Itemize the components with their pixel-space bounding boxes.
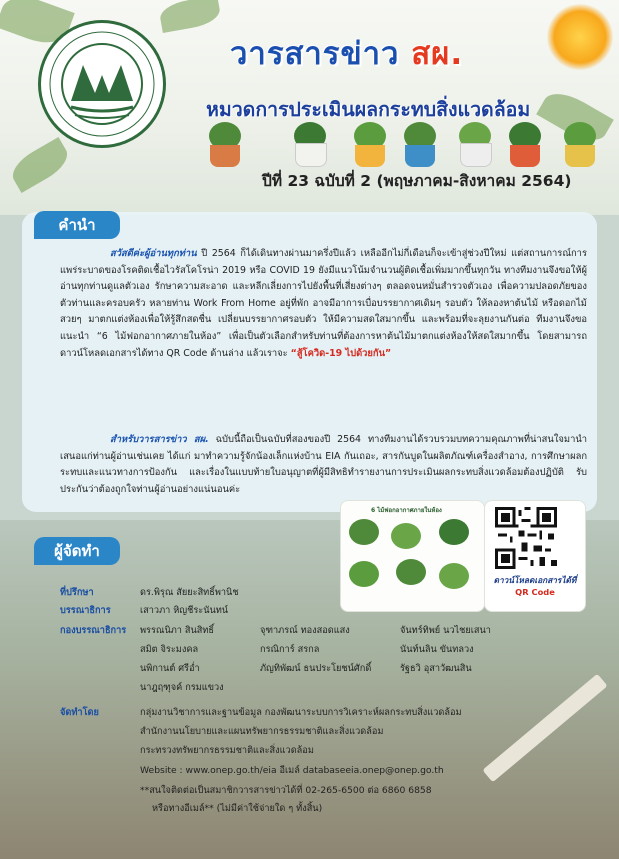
qr-code-box[interactable]	[484, 500, 586, 612]
advisor-name: ดร.พิรุณ สัยยะสิทธิ์พานิช	[140, 587, 239, 598]
membership-contact: **สนใจติดต่อเป็นสมาชิกวารสารข่าวได้ที่ 02-265-6500 ต่อ 6860 6858	[140, 785, 432, 796]
board-member: รัฐธวิ อุสาวัฒนสิน	[400, 663, 472, 674]
credits-tab: ผู้จัดทำ	[34, 537, 120, 565]
credits-section	[60, 575, 491, 835]
producer-line: กระทรวงทรัพยากรธรรมชาติและสิ่งแวดล้อม	[140, 745, 314, 756]
greeting: สวัสดีค่ะผู้อ่านทุกท่าน	[110, 248, 197, 259]
advisor-label: ที่ปรึกษา	[60, 587, 94, 598]
magazine-title-accent: สผ.	[411, 36, 464, 72]
editor-label: บรรณาธิการ	[60, 605, 111, 616]
section-subtitle: หมวดการประเมินผลกระทบสิ่งแวดล้อม	[206, 98, 531, 121]
producer-label: จัดทำโดย	[60, 707, 99, 718]
editor-name: เสาวภา หิญชีระนันทน์	[140, 605, 229, 616]
intro-body-1: ปี 2564 ก็ได้เดินทางผ่านมาครึ่งปีแล้ว เหลืออีกไม่กี่เดือนก็จะเข้าสู่ช่วงปีใหม่ แต่สถานการณ์การแพร่ระบาดของโรคติดเชื้อไวรัสโคโรน่า 2019 หรือ COVID 19 ยังมีแนวโน้มจำนวนผู้ติดเชื้อเพิ่มมากขึ้นทุกวัน ทางทีมงานจึงขอให้ผู้อ่านทุกท่านดูแลตัวเอง รักษาความสะอาด และหลีกเลี่ยงการไปยังพื้นที่เสี่ยงต่างๆ ตลอดจนหมั่นสำรวจตัวเอง เพื่อความปลอดภัยของตัวท่านและครอบครัว หลายท่าน Work From Home อยู่ที่พัก อาจมีอาการเบื่อบรรยากาศเดิมๆ รอบตัว ให้ลองหาต้นไม้ หรือดอกไม้สวยๆ มาตกแต่งห้องเพื่อให้รู้สึกสดชื่น เปลี่ยนบรรยากาศรอบตัว ให้มีความสดใสมากขึ้น และพร้อมที่จะลุยงานกันต่อ ทีมงานจึงขอแนะนำ “6 ไม้ฟอกอากาศภายในห้อง” เพื่อเป็นตัวเลือกสำหรับท่านที่ต้องการหาต้นไม้มาตกแต่งห้องให้สดใสมากขึ้น โดยสามารถดาวน์โหลดเอกสารได้ทาง QR Code ด้านล่าง แล้วเราจะ	[60, 248, 587, 359]
intro-body-2: ฉบับนี้ถือเป็นฉบับที่สองของปี 2564 ทางทีมงานได้รวบรวมบทความคุณภาพที่น่าสนใจมานำเสนอแก่ท่านผู้อ่านเช่นเคย ได้แก่ มาทำความรู้จักน้องเล็กแห่งบ้าน EIA กันเถอะ, สารกันบูดในผลิตภัณฑ์เครื่องสำอาง, การศึกษาผลกระทบและแนวทางการป้องกัน และเรื่องในแบบท้ายใบอนุญาตที่ผู้มีสิทธิทำรายงานการประเมินผลกระทบสิ่งแวดล้อมต้องปฏิบัติ รับประกันว่าต้องถูกใจท่านผู้อ่านอย่างแน่นอนค่ะ	[60, 434, 588, 495]
intro-paragraph-1	[60, 246, 587, 362]
board-member: จันทร์ทิพย์ นวไชยเสนา	[400, 625, 491, 636]
board-member: จุฑาภรณ์ ทองสอดแสง	[260, 625, 350, 636]
membership-note: หรือทางอีเมล์** (ไม่มีค่าใช้จ่ายใด ๆ ทั้งสิ้น)	[152, 803, 323, 814]
producer-line: กลุ่มงานวิชาการและฐานข้อมูล กองพัฒนาระบบการวิเคราะห์ผลกระทบสิ่งแวดล้อม	[140, 707, 462, 718]
slogan: “สู้โควิด-19 ไปด้วยกัน”	[290, 347, 392, 359]
qr-code-label: QR Code	[515, 587, 555, 597]
onep-logo	[38, 20, 166, 148]
magazine-title-text: วารสารข่าว	[230, 36, 400, 72]
board-member: กรณิการ์ สรกล	[260, 644, 320, 655]
sun-decoration	[547, 4, 613, 70]
download-label: ดาวน์โหลดเอกสารได้ที่	[493, 575, 577, 585]
qr-code-icon[interactable]	[495, 507, 557, 569]
board-member: พรรณนิภา สินสิทธิ์	[140, 625, 215, 636]
issue-intro-lead: สำหรับวารสารข่าว สผ.	[110, 434, 209, 445]
board-member: นันท์นลิน ขันทลวง	[400, 644, 474, 655]
intro-tab: คำนำ	[34, 211, 120, 239]
intro-paragraph-2	[60, 432, 587, 498]
board-member: นพิกานต์ ศรีอ่ำ	[140, 663, 200, 674]
board-member: ภัญทิพัฒน์ ธนประโยชน์ศักดิ์	[260, 663, 372, 674]
magazine-title	[230, 28, 463, 78]
board-member: สมิต จิระมงคล	[140, 644, 199, 655]
board-member: นาฎฤฑุจค์ กรมแขวง	[140, 682, 224, 693]
issue-line: ปีที่ 23 ฉบับที่ 2 (พฤษภาคม-สิงหาคม 2564)	[262, 172, 572, 190]
thumbnail-title: 6 ไม้ฟอกอากาศภายในห้อง	[371, 507, 442, 514]
producer-line: สำนักงานนโยบายและแผนทรัพยากรธรรมชาติและสิ่งแวดล้อม	[140, 726, 384, 737]
contact-website-email[interactable]: Website : www.onep.go.th/eia อีเมล์ databaseeia.onep@onep.go.th	[140, 765, 444, 776]
board-label: กองบรรณาธิการ	[60, 625, 127, 636]
